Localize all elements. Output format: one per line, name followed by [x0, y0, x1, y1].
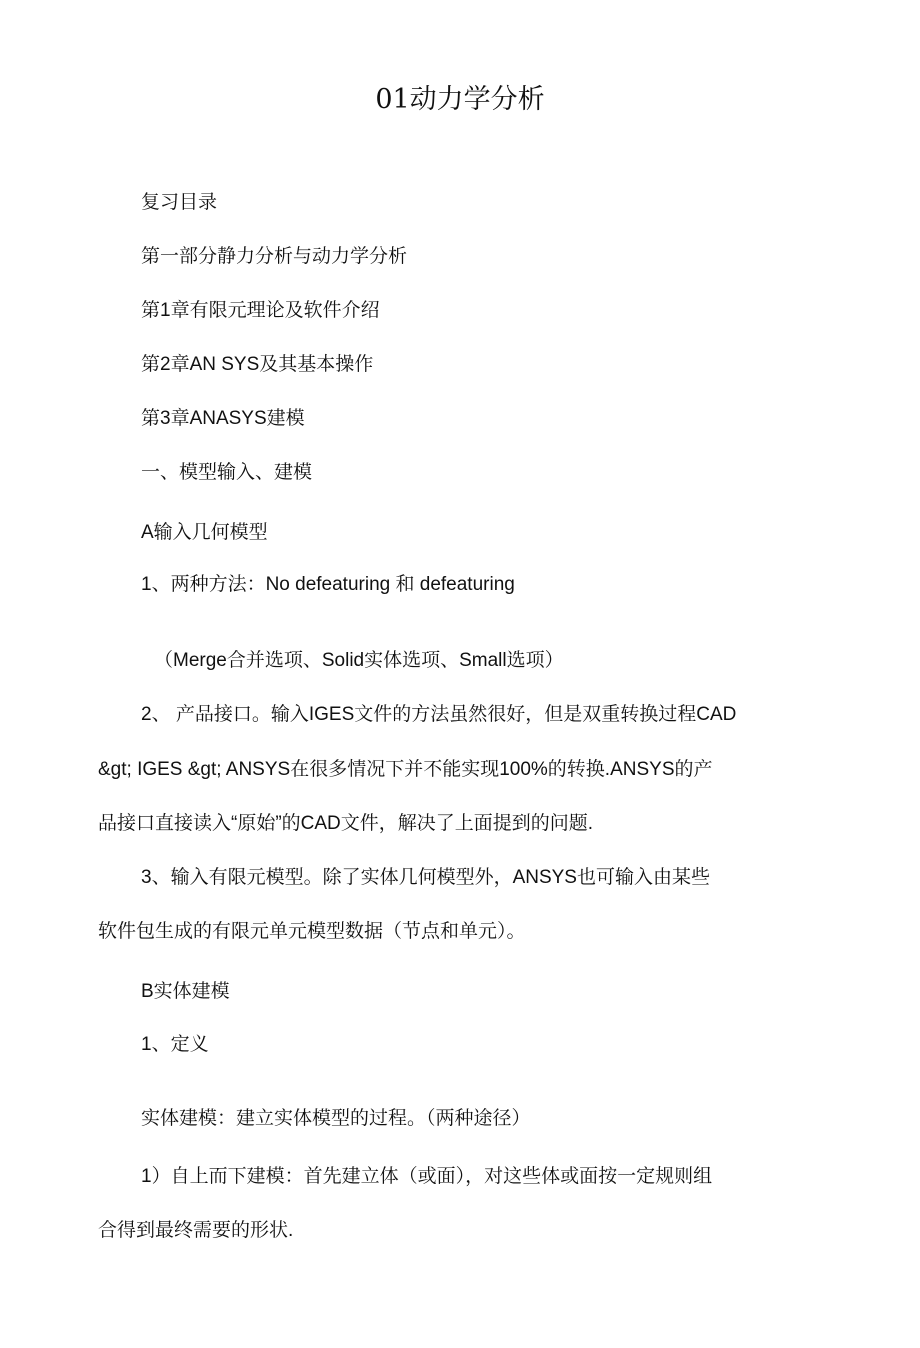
document-title: 01动力学分析: [375, 84, 545, 115]
chapter-2-heading: 第2章AN SYS及其基本操作: [141, 354, 374, 375]
paragraph-item-2-line-3: 品接口直接读入“原始”的CAD文件，解决了上面提到的问题.: [98, 813, 594, 834]
paragraph-item-1-options: （Merge合并选项、Solid实体选项、Small选项）: [154, 650, 564, 671]
paragraph-item-2-line-1: 2、 产品接口。输入IGES文件的方法虽然很好，但是双重转换过程CAD: [141, 704, 737, 725]
definition-heading: 1、定义: [141, 1034, 209, 1055]
section-1-heading: 一、模型输入、建模: [141, 462, 313, 483]
paragraph-item-2-line-2: &gt; IGES &gt; ANSYS在很多情况下并不能实现100%的转换.ANSYS的产: [98, 759, 713, 780]
subsection-b-heading: B实体建模: [141, 981, 230, 1002]
paragraph-item-3-line-2: 软件包生成的有限元单元模型数据（节点和单元）。: [98, 921, 526, 942]
subsection-a-heading: A输入几何模型: [141, 522, 268, 543]
top-down-modeling-line-2: 合得到最终需要的形状.: [98, 1220, 294, 1241]
paragraph-item-3-line-1: 3、输入有限元模型。除了实体几何模型外，ANSYS也可输入由某些: [141, 867, 710, 888]
toc-heading: 复习目录: [141, 192, 218, 213]
chapter-3-heading: 第3章ANASYS建模: [141, 408, 305, 429]
paragraph-item-1: 1、两种方法：No defeaturing 和 defeaturing: [141, 574, 515, 595]
part-heading: 第一部分静力分析与动力学分析: [141, 246, 408, 267]
top-down-modeling-line-1: 1）自上而下建模：首先建立体（或面），对这些体或面按一定规则组: [141, 1166, 713, 1187]
definition-paragraph: 实体建模：建立实体模型的过程。（两种途径）: [141, 1108, 531, 1129]
chapter-1-heading: 第1章有限元理论及软件介绍: [141, 300, 380, 321]
